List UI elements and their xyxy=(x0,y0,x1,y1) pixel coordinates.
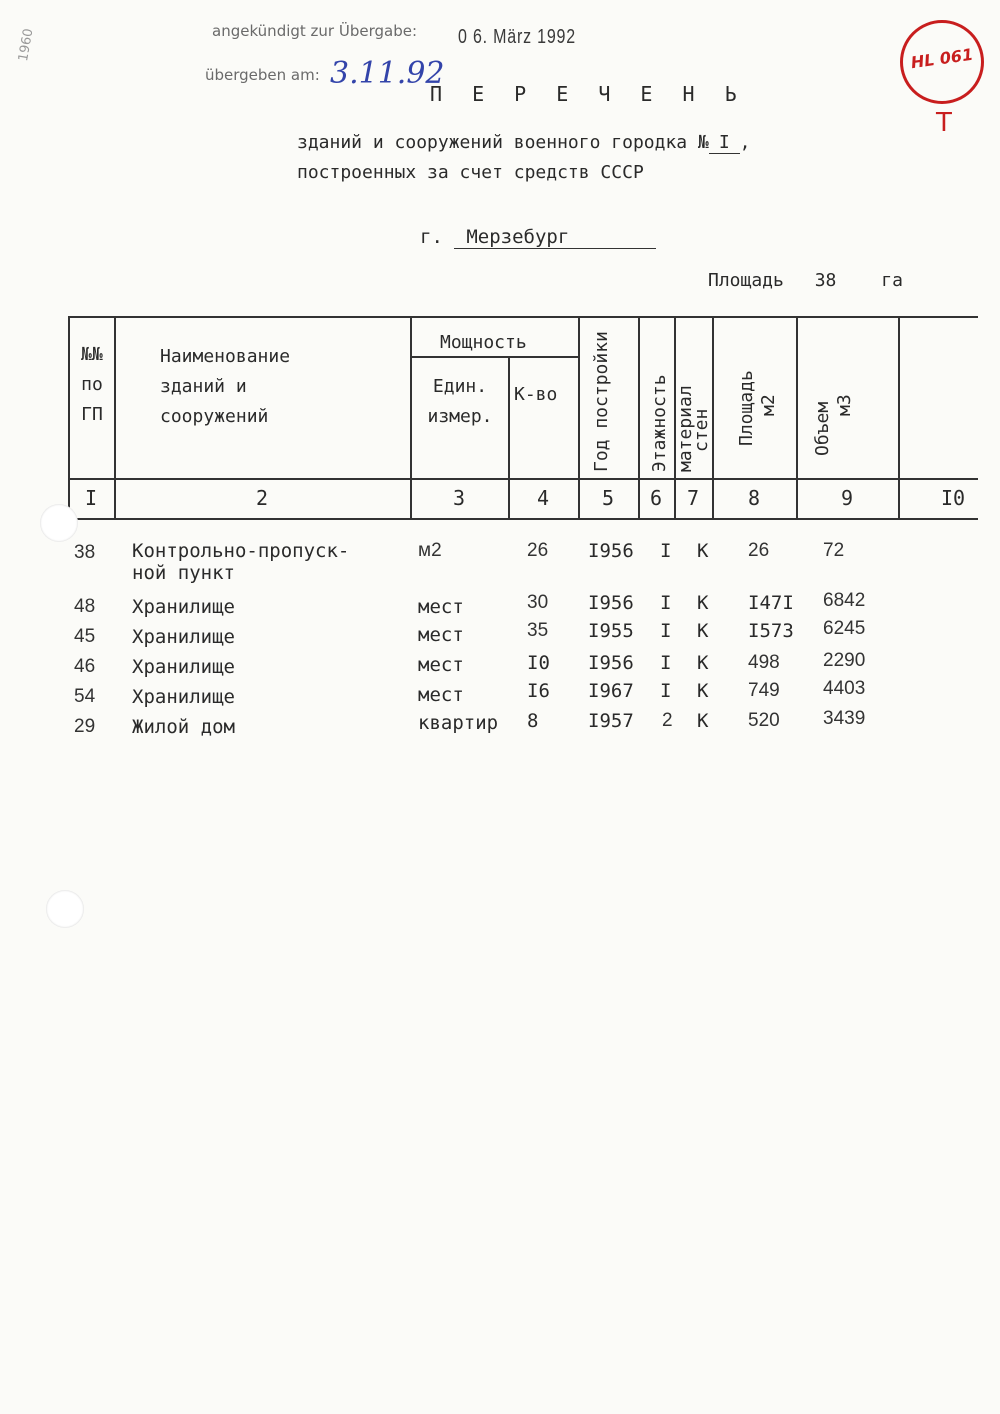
header-qty: К-во xyxy=(514,384,558,405)
row-volume: 6842 xyxy=(823,590,866,611)
row-unit: м2 xyxy=(418,540,442,561)
row-name: Контрольно-пропуск- xyxy=(132,540,350,562)
row-qty: I0 xyxy=(527,652,550,674)
subtitle-pre: зданий и сооружений военного городка № xyxy=(297,132,709,153)
col-number-3: 3 xyxy=(452,486,466,510)
header-unit xyxy=(418,372,502,432)
col-number-7: 7 xyxy=(686,486,700,510)
subtitle-post: , xyxy=(739,132,751,153)
row-name: Жилой дом xyxy=(132,716,235,738)
row-num: 54 xyxy=(74,686,96,707)
row-floors: I xyxy=(660,620,672,642)
row-unit: мест xyxy=(418,624,464,646)
row-qty: 26 xyxy=(527,540,549,561)
row-volume: 3439 xyxy=(823,708,866,729)
row-unit: мест xyxy=(418,596,464,618)
area-value: 38 xyxy=(814,270,837,291)
header-name xyxy=(160,342,290,432)
colnum-bottom-border xyxy=(68,518,978,520)
col-number-1: I xyxy=(84,486,98,510)
area-unit: га xyxy=(881,270,903,291)
row-year: I957 xyxy=(588,710,634,732)
row-floors: I xyxy=(660,652,672,674)
row-num: 48 xyxy=(74,596,96,617)
header-name-line-1: Наименование xyxy=(160,346,291,367)
header-unit-line-1: Един. xyxy=(432,376,488,397)
header-area-line-2: м2 xyxy=(758,394,779,416)
row-material: К xyxy=(697,540,709,562)
punch-hole-bottom xyxy=(46,890,84,928)
row-unit: мест xyxy=(418,684,464,706)
announced-label: angekündigt zur Übergabe: xyxy=(212,22,418,40)
punch-hole-top xyxy=(40,504,78,542)
header-num-line-1: №№ xyxy=(81,344,103,365)
row-num: 29 xyxy=(74,716,96,737)
col-number-5: 5 xyxy=(601,486,615,510)
city-line xyxy=(420,226,656,249)
row-num: 45 xyxy=(74,626,96,647)
row-name: Хранилище xyxy=(132,686,235,708)
archive-seal xyxy=(900,20,984,104)
city-prefix: г. xyxy=(420,226,443,248)
header-bottom-border xyxy=(68,478,978,480)
row-year: I956 xyxy=(588,652,634,674)
area-label: Площадь xyxy=(708,270,784,291)
row-area: 749 xyxy=(748,680,780,701)
header-name-line-2: зданий и xyxy=(160,376,247,397)
col-number-6: 6 xyxy=(649,486,663,510)
row-volume: 6245 xyxy=(823,618,866,639)
col-number-9: 9 xyxy=(840,486,854,510)
row-num: 38 xyxy=(74,542,96,563)
row-material: К xyxy=(697,710,709,732)
row-num: 46 xyxy=(74,656,96,677)
col-number-10: I0 xyxy=(940,486,966,510)
document-title: П Е Р Е Ч Е Н Ь xyxy=(430,82,746,106)
header-volume-line-1: Объем xyxy=(812,401,833,456)
row-area: 520 xyxy=(748,710,780,731)
header-area-line-1: Площадь xyxy=(736,370,757,446)
row-name: Хранилище xyxy=(132,626,235,648)
total-area xyxy=(708,270,903,291)
row-name-cont: ной пункт xyxy=(132,562,235,584)
header-floors: Этажность xyxy=(649,374,670,472)
row-name: Хранилище xyxy=(132,656,235,678)
row-year: I967 xyxy=(588,680,634,702)
subtitle-line-2: построенных за счет средств СССР xyxy=(297,162,644,183)
row-material: К xyxy=(697,680,709,702)
header-material-line-2: стен xyxy=(691,408,712,452)
row-year: I956 xyxy=(588,592,634,614)
row-qty: I6 xyxy=(527,680,550,702)
settlement-number: I xyxy=(709,132,740,154)
row-floors: I xyxy=(660,592,672,614)
handover-date: 3.11.92 xyxy=(330,56,445,91)
subtitle-line-1 xyxy=(297,132,751,154)
header-name-line-3: сооружений xyxy=(160,406,269,427)
row-floors: I xyxy=(660,540,672,562)
row-material: К xyxy=(697,592,709,614)
row-unit: мест xyxy=(418,654,464,676)
row-qty: 30 xyxy=(527,592,549,613)
row-volume: 72 xyxy=(823,540,845,561)
row-material: К xyxy=(697,652,709,674)
header-capacity: Мощность xyxy=(440,332,527,353)
margin-note: 1960 xyxy=(16,27,37,63)
header-year: Год постройки xyxy=(591,331,612,472)
seal-tail: T xyxy=(936,108,952,138)
row-year: I956 xyxy=(588,540,634,562)
header-volume xyxy=(812,394,856,456)
handover-label: übergeben am: xyxy=(205,66,320,84)
row-area: I573 xyxy=(748,620,794,642)
row-name: Хранилище xyxy=(132,596,235,618)
header-area xyxy=(736,370,780,446)
header-num-line-3: ГП xyxy=(81,404,103,425)
seal-text: HL 061 xyxy=(909,44,975,73)
row-floors: I xyxy=(660,680,672,702)
col-number-4: 4 xyxy=(536,486,550,510)
row-material: К xyxy=(697,620,709,642)
header-material xyxy=(675,385,712,472)
header-num xyxy=(74,340,110,430)
city-name: Мерзебург xyxy=(454,226,656,249)
row-volume: 2290 xyxy=(823,650,866,671)
row-qty: 8 xyxy=(527,710,539,732)
header-unit-line-2: измер. xyxy=(427,406,493,427)
row-floors: 2 xyxy=(662,710,673,731)
col-number-8: 8 xyxy=(747,486,761,510)
header-volume-line-2: м3 xyxy=(834,394,855,416)
row-area: 498 xyxy=(748,652,780,673)
col-number-2: 2 xyxy=(255,486,269,510)
header-num-line-2: по xyxy=(81,374,103,395)
table-top-border xyxy=(68,316,978,318)
announced-date: 0 6. März 1992 xyxy=(458,26,576,48)
row-year: I955 xyxy=(588,620,634,642)
row-area: I47I xyxy=(748,592,794,614)
row-area: 26 xyxy=(748,540,770,561)
row-volume: 4403 xyxy=(823,678,866,699)
row-unit: квартир xyxy=(418,712,499,734)
header-material-line-1: материал xyxy=(675,385,696,472)
row-qty: 35 xyxy=(527,620,549,641)
